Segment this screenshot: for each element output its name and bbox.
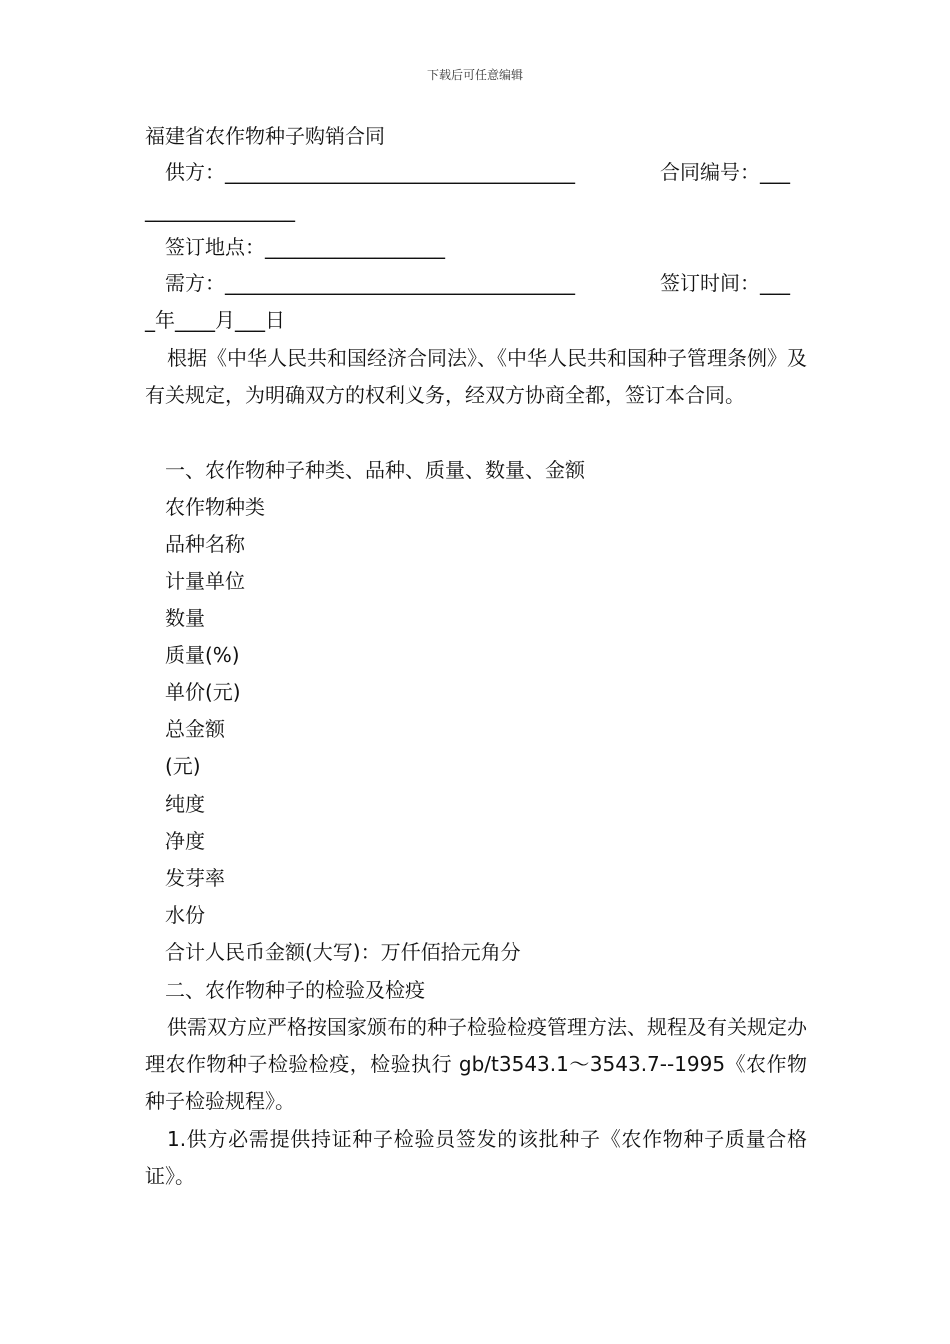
field-quantity: 数量 xyxy=(165,606,205,630)
field-germination-rate: 发芽率 xyxy=(165,866,225,890)
supplier-line xyxy=(165,158,575,186)
field-purity: 纯度 xyxy=(165,792,205,816)
document-title: 福建省农作物种子购销合同 xyxy=(145,124,385,148)
item-1-paragraph: 1.供方必需提供持证种子检验员签发的该批种子《农作物种子质量合格证》。 xyxy=(145,1127,807,1188)
field-total-rmb: 合计人民币金额(大写)：万仟佰拾元角分 xyxy=(165,940,521,964)
field-unit-price: 单价(元) xyxy=(165,680,241,704)
field-quality: 质量(%) xyxy=(165,643,240,667)
field-total-amount: 总金额 xyxy=(165,717,225,741)
field-unit: 计量单位 xyxy=(165,569,245,593)
supplier-label: 供方：___________________________________ xyxy=(165,160,575,184)
contract-number-continuation: _______________ xyxy=(145,198,295,222)
field-crop-type: 农作物种类 xyxy=(165,495,265,519)
buyer-line: 需方：___________________________________ xyxy=(165,271,575,295)
section-2-title: 二、农作物种子的检验及检疫 xyxy=(165,978,425,1002)
page-header: 下载后可任意编辑 xyxy=(426,68,523,82)
field-total-amount-unit: (元) xyxy=(165,754,201,778)
date-line: _年____月___日 xyxy=(145,308,285,332)
sign-time-label: 签订时间：___ xyxy=(660,271,790,295)
field-moisture: 水份 xyxy=(165,903,205,927)
field-variety-name: 品种名称 xyxy=(165,532,245,556)
sign-place-line: 签订地点：__________________ xyxy=(165,235,445,259)
contract-number-label: 合同编号：___ xyxy=(660,160,790,184)
preamble-paragraph: 根据《中华人民共和国经济合同法》、《中华人民共和国种子管理条例》及有关规定，为明确双方的权利义务，经双方协商全都，签订本合同。 xyxy=(145,346,807,407)
section-2-paragraph: 供需双方应严格按国家颁布的种子检验检疫管理方法、规程及有关规定办理农作物种子检验检疫，检验执行 gb/t3543.1～3543.7--1995《农作物种子检验规程》。 xyxy=(145,1015,807,1113)
field-cleanliness: 净度 xyxy=(165,829,205,853)
section-1-title: 一、农作物种子种类、品种、质量、数量、金额 xyxy=(165,458,585,482)
